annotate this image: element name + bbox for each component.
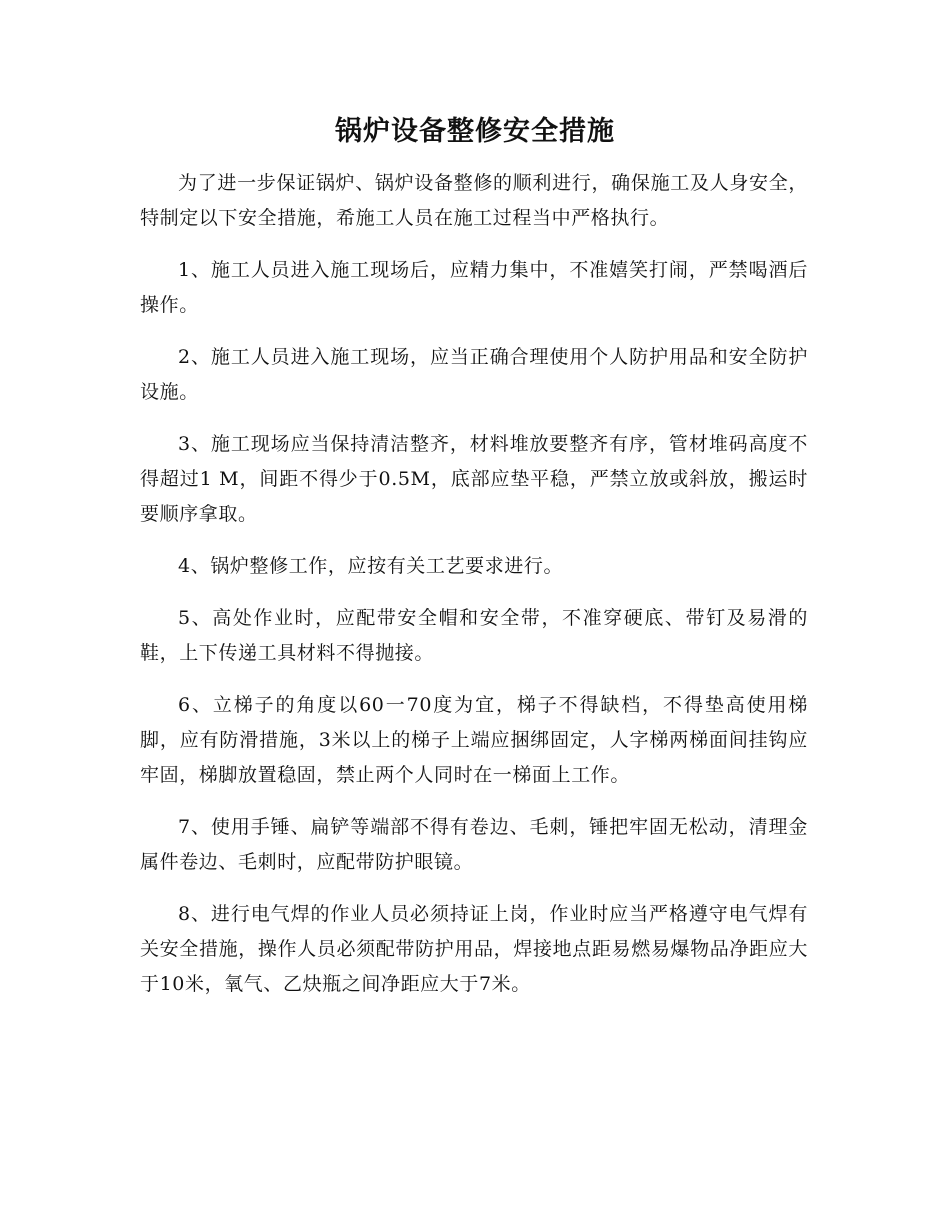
measure-item-1: 1、施工人员进入施工现场后，应精力集中，不准嬉笑打闹，严禁喝酒后操作。 [140,259,808,316]
measure-item-6: 6、立梯子的角度以60一70度为宜，梯子不得缺档，不得垫高使用梯脚，应有防滑措施，3米以上的梯子上端应捆绑固定，人字梯两梯面间挂钩应牢固，梯脚放置稳固，禁止两个人同时在一梯面上工作。 [140,694,808,786]
measure-item-3: 3、施工现场应当保持清洁整齐，材料堆放要整齐有序，管材堆码高度不得超过1 M，间距不得少于0.5M，底部应垫平稳，严禁立放或斜放，搬运时要顺序拿取。 [140,433,808,525]
measure-item-5: 5、高处作业时，应配带安全帽和安全带，不准穿硬底、带钉及易滑的鞋，上下传递工具材料不得抛接。 [140,607,808,664]
intro-paragraph: 为了进一步保证锅炉、锅炉设备整修的顺利进行，确保施工及人身安全，特制定以下安全措施，希施工人员在施工过程当中严格执行。 [140,172,808,229]
document-body [140,166,808,1019]
measure-item-4: 4、锅炉整修工作，应按有关工艺要求进行。 [178,555,564,577]
measure-item-2: 2、施工人员进入施工现场，应当正确合理使用个人防护用品和安全防护设施。 [140,346,808,403]
measure-item-7: 7、使用手锤、扁铲等端部不得有卷边、毛刺，锤把牢固无松动，清理金属件卷边、毛刺时，应配带防护眼镜。 [140,816,808,873]
measure-item-8: 8、进行电气焊的作业人员必须持证上岗，作业时应当严格遵守电气焊有关安全措施，操作人员必须配带防护用品，焊接地点距易燃易爆物品净距应大于10米，氧气、乙炔瓶之间净距应大于7米。 [140,903,808,995]
document-title: 锅炉设备整修安全措施 [335,116,615,147]
